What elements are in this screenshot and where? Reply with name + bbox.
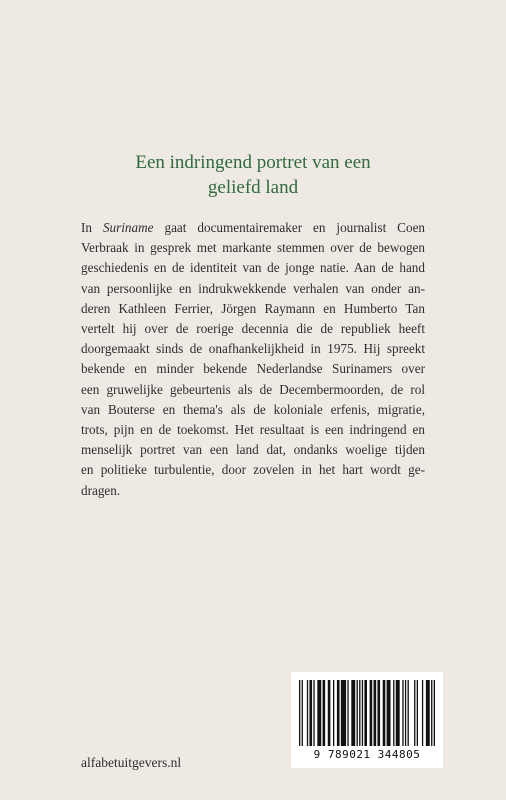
- barcode-bar: [347, 680, 348, 746]
- blurb-line: van persoonlijke en indrukwekkende verhalen van onder an-: [81, 280, 425, 296]
- blurb-line: [81, 218, 425, 238]
- barcode-bar: [313, 680, 314, 746]
- barcode-bar: [405, 680, 406, 746]
- blurb-prefix: In: [81, 220, 92, 235]
- blurb-line: van Bouterse en thema's als de koloniale erfenis, migratie,: [81, 401, 425, 417]
- barcode-bar: [402, 680, 403, 746]
- blurb-line: bekende en minder bekende Nederlandse Surinamers over: [81, 361, 425, 377]
- tagline-line-2: geliefd land: [207, 177, 299, 198]
- barcode-bar: [309, 680, 312, 746]
- barcode-bar: [307, 680, 308, 746]
- isbn-barcode: [291, 672, 443, 768]
- blurb-line: Verbraak in gesprek met markante stemmen over de bewogen: [81, 240, 425, 256]
- barcode-bar: [362, 680, 363, 746]
- blurb-line: menselijk portret van een land dat, ondanks woelige tijden: [81, 442, 425, 458]
- blurb-line: geschiedenis en de identiteit van de jonge natie. Aan de hand: [81, 260, 425, 276]
- barcode-bar: [302, 680, 303, 746]
- barcode-bar: [377, 680, 380, 746]
- barcode-bar: [317, 680, 321, 746]
- publisher-url: alfabetuitgevers.nl: [81, 755, 182, 770]
- blurb-line: een gruwelijke gebeurtenis als de Decembermoorden, de rol: [81, 381, 425, 397]
- blurb-line: en politieke turbulentie, door zovelen in het hart wordt ge-: [81, 462, 425, 478]
- barcode-bar: [396, 680, 400, 746]
- barcode-bar: [337, 680, 340, 746]
- isbn-number: 9 789021 344805: [313, 748, 421, 761]
- barcode-bar: [357, 680, 358, 746]
- barcode-bar: [370, 680, 373, 746]
- blurb-line: dragen.: [81, 482, 121, 498]
- blurb-line: vertelt hij over de roerige decennia die de republiek heeft: [81, 321, 425, 337]
- barcode-bar: [383, 680, 386, 746]
- blurb-line: trots, pijn en de toekomst. Het resultaat is een indringend en: [81, 422, 425, 438]
- barcode-bar: [328, 680, 331, 746]
- barcode-bar: [387, 680, 391, 746]
- barcode-bar: [414, 680, 415, 746]
- barcode-bars: [299, 680, 435, 746]
- barcode-bar: [393, 680, 394, 746]
- tagline-line-1: Een indringend portret van een: [135, 152, 371, 173]
- blurb-line-1-rest: gaat documentairemaker en journalist Coen: [164, 220, 426, 235]
- barcode-bar: [333, 680, 334, 746]
- barcode-bar: [422, 680, 423, 746]
- barcode-bar: [299, 680, 300, 746]
- barcode-bar: [364, 680, 367, 746]
- barcode-bar: [359, 680, 360, 746]
- tagline: [0, 150, 506, 200]
- barcode-bar: [417, 680, 418, 746]
- barcode-bar: [341, 680, 346, 746]
- blurb-paragraph: [81, 218, 425, 501]
- blurb-line: doorgemaakt sinds de onafhankelijkheid in 1975. Hij spreekt: [81, 341, 425, 357]
- barcode-bar: [431, 680, 432, 746]
- barcode-bar: [408, 680, 409, 746]
- barcode-bar: [323, 680, 326, 746]
- blurb-line: deren Kathleen Ferrier, Jörgen Raymann en Humberto Tan: [81, 300, 425, 316]
- barcode-bar: [351, 680, 355, 746]
- barcode-bar: [426, 680, 430, 746]
- barcode-bar: [374, 680, 377, 746]
- book-title: Suriname: [102, 220, 154, 235]
- barcode-bar: [434, 680, 435, 746]
